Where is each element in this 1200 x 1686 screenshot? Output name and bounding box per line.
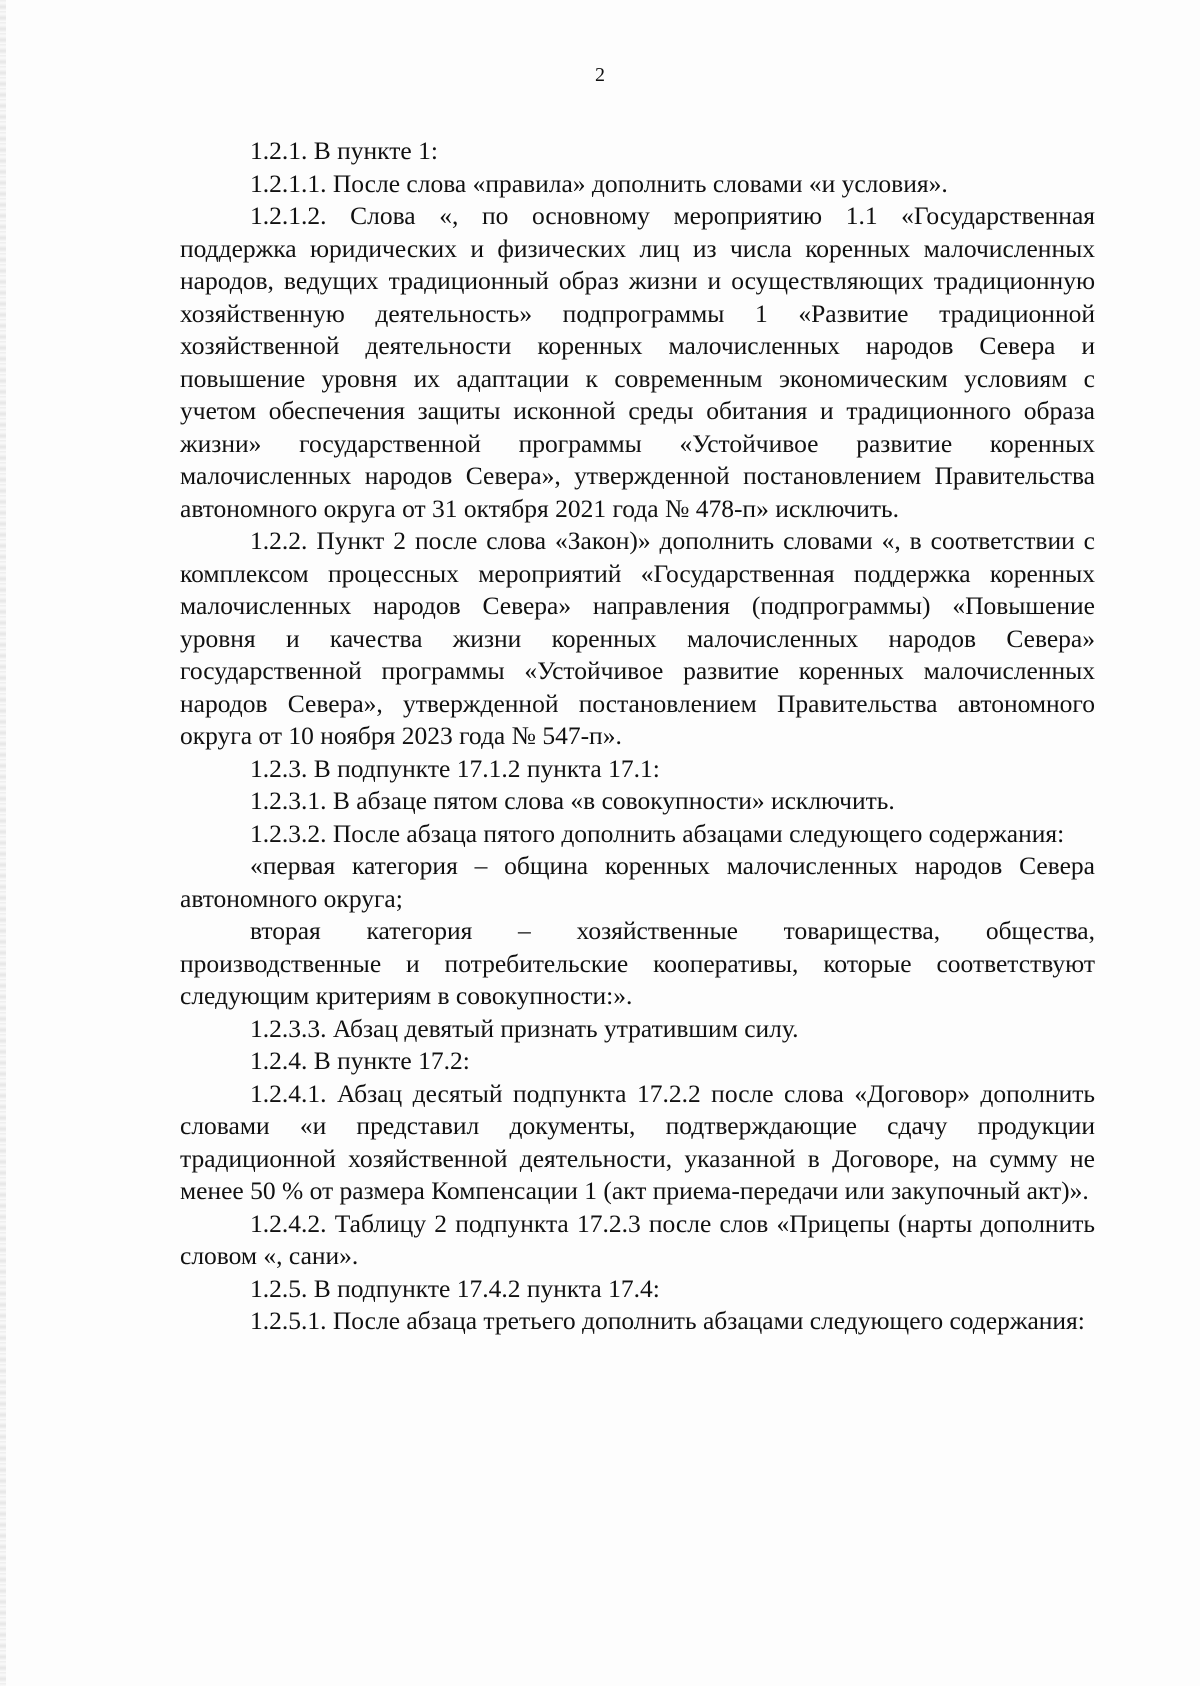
paragraph-1-2-2: 1.2.2. Пункт 2 после слова «Закон)» дополнить словами «, в соответствии с комплексом процессных мероприятий «Государственная поддержка коренных малочисленных народов Севера» направления (подпрограммы) «Повышение уровня и качества жизни коренных малочисленных народов Севера» государственной программы «Устойчивое развитие коренных малочисленных народов Севера», утвержденной постановлением Правительства автономного округа от 10 ноября 2023 года № 547-п».	[180, 526, 1095, 750]
page-number: 2	[595, 64, 605, 86]
paragraph-1-2-1-1: 1.2.1.1. После слова «правила» дополнить словами «и условия».	[250, 168, 948, 198]
paragraph-1-2-3-1: 1.2.3.1. В абзаце пятом слова «в совокупности» исключить.	[250, 786, 895, 815]
paragraph-1-2-4-1: 1.2.4.1. Абзац десятый подпункта 17.2.2 после слова «Договор» дополнить словами «и представил документы, подтверждающие сдачу продукции традиционной хозяйственной деятельности, указанной в Договоре, на сумму не менее 50 % от размера Компенсации 1 (акт приема-передачи или закупочный акт)».	[180, 1078, 1095, 1205]
paragraph-1-2-1-2: 1.2.1.2. Слова «, по основному мероприятию 1.1 «Государственная поддержка юридических и физических лиц из числа коренных малочисленных народов, ведущих традиционный образ жизни и осуществляющих традиционную хозяйственную деятельность» подпрограммы 1 «Развитие традиционной хозяйственной деятельности коренных малочисленных народов Севера и повышение уровня их адаптации к современным экономическим условиям с учетом обеспечения защиты исконной среды обитания и традиционного образа жизни» государственной программы «Устойчивое развитие коренных малочисленных народов Севера», утвержденной постановлением Правительства автономного округа от 31 октября 2021 года № 478-п» исключить.	[180, 201, 1095, 523]
paragraph-1-2-4: 1.2.4. В пункте 17.2:	[250, 1046, 470, 1075]
paragraph-first-category: «первая категория – община коренных малочисленных народов Севера автономного округа;	[180, 851, 1095, 913]
paragraph-1-2-3-3: 1.2.3.3. Абзац девятый признать утратившим силу.	[250, 1013, 799, 1043]
paragraph-1-2-4-2: 1.2.4.2. Таблицу 2 подпункта 17.2.3 после слов «Прицепы (нарты дополнить словом «, сани».	[180, 1208, 1095, 1270]
paragraph-1-2-5: 1.2.5. В подпункте 17.4.2 пункта 17.4:	[250, 1273, 660, 1303]
scan-edge-shadow	[0, 0, 6, 1686]
paragraph-1-2-3-2: 1.2.3.2. После абзаца пятого дополнить абзацами следующего содержания:	[250, 818, 1065, 848]
document-body	[180, 135, 1095, 1338]
paragraph-second-category: вторая категория – хозяйственные товарищества, общества, производственные и потребительские кооперативы, которые соответствуют следующим критериям в совокупности:».	[180, 916, 1095, 1010]
paragraph-1-2-5-1: 1.2.5.1. После абзаца третьего дополнить абзацами следующего содержания:	[250, 1306, 1085, 1335]
paragraph-1-2-3: 1.2.3. В подпункте 17.1.2 пункта 17.1:	[250, 753, 660, 783]
paragraph-1-2-1: 1.2.1. В пункте 1:	[250, 136, 438, 165]
